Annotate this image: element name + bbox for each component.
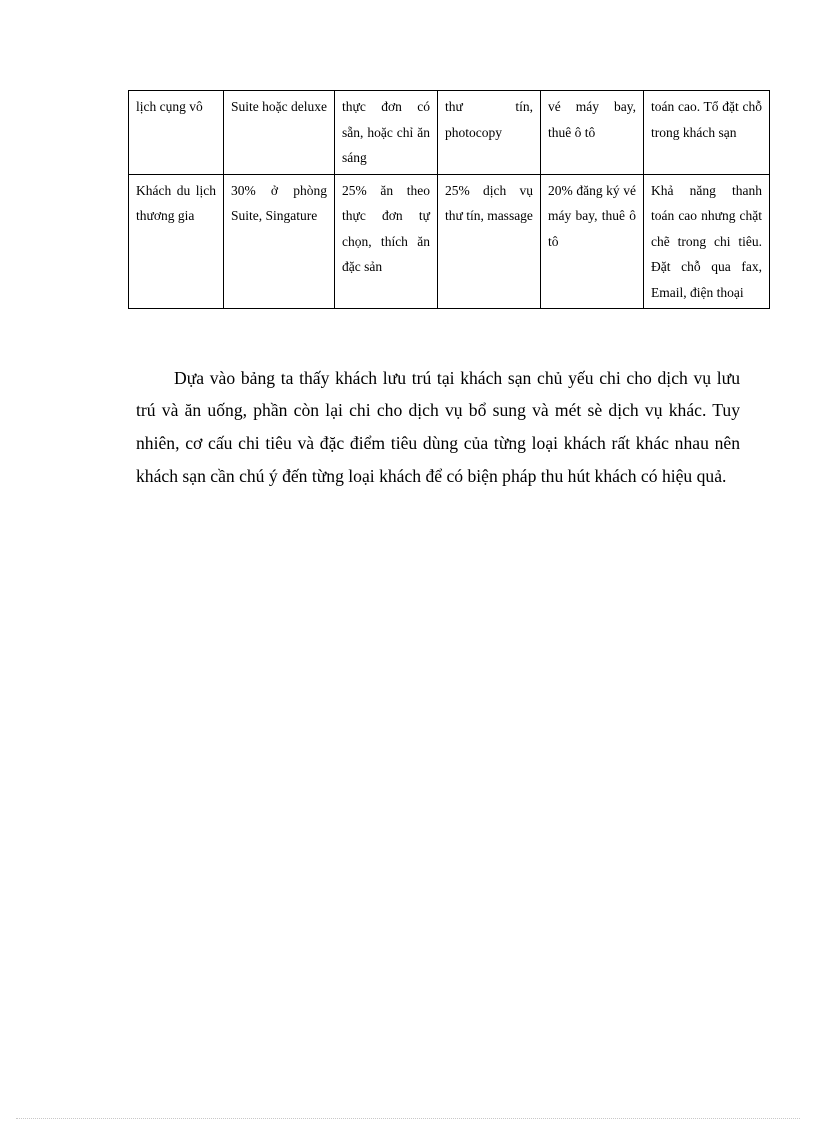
table-cell: 20% đăng ký vé máy bay, thuê ô tô — [541, 174, 644, 309]
table-cell: thực đơn có sẵn, hoặc chỉ ăn sáng — [335, 91, 438, 175]
table-row — [129, 174, 770, 309]
body-paragraph: Dựa vào bảng ta thấy khách lưu trú tại khách sạn chủ yếu chi cho dịch vụ lưu trú và ăn uống, phần còn lại chi cho dịch vụ bổ sung và mét sè dịch vụ khác. Tuy nhiên, cơ cấu chi tiêu và đặc điểm tiêu dùng của từng loại khách rất khác nhau nên khách sạn cần chú ý đến từng loại khách để có biện pháp thu hút khách có hiệu quả. — [136, 367, 740, 486]
table-cell: Khả năng thanh toán cao nhưng chặt chẽ trong chi tiêu. Đặt chỗ qua fax, Email, điện thoại — [644, 174, 770, 309]
table-cell: vé máy bay, thuê ô tô — [541, 91, 644, 175]
table-cell: Suite hoặc deluxe — [224, 91, 335, 175]
table-cell: Khách du lịch thương gia — [129, 174, 224, 309]
table-cell: 25% ăn theo thực đơn tự chọn, thích ăn đặc sản — [335, 174, 438, 309]
page-bottom-divider — [16, 1118, 800, 1119]
table-cell: 30% ở phòng Suite, Singature — [224, 174, 335, 309]
table-cell: lịch cụng vô — [129, 91, 224, 175]
table-cell: 25% dịch vụ thư tín, massage — [438, 174, 541, 309]
guest-spending-table — [128, 90, 770, 309]
table-cell: toán cao. Tổ đặt chỗ trong khách sạn — [644, 91, 770, 175]
table-cell: thư tín, photocopy — [438, 91, 541, 175]
table-row — [129, 91, 770, 175]
